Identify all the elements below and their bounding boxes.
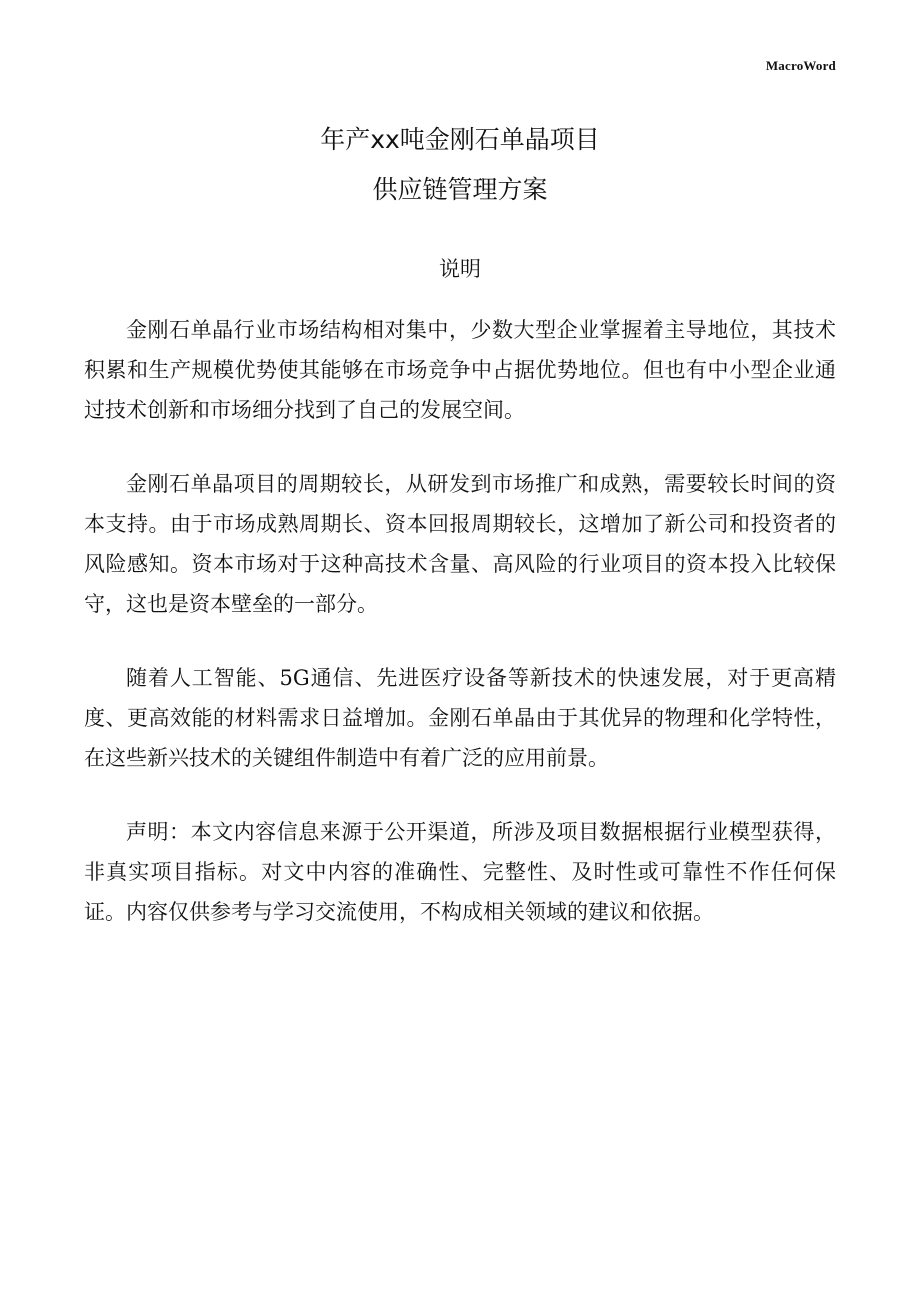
title-line-2: 供应链管理方案 xyxy=(372,175,548,204)
paragraph-disclaimer: 声明：本文内容信息来源于公开渠道，所涉及项目数据根据行业模型获得，非真实项目指标。对文中内容的准确性、完整性、及时性或可靠性不作任何保证。内容仅供参考与学习交流使用，不构成相关领域的建议和依据。 xyxy=(84,820,836,924)
paragraph-technology-demand: 随着人工智能、5G通信、先进医疗设备等新技术的快速发展，对于更高精度、更高效能的材料需求日益增加。金刚石单晶由于其优异的物理和化学特性，在这些新兴技术的关键组件制造中有着广泛的应用前景。 xyxy=(84,666,836,770)
document-title xyxy=(0,118,920,218)
body-text xyxy=(84,310,836,966)
paragraph-capital-cycle: 金刚石单晶项目的周期较长，从研发到市场推广和成熟，需要较长时间的资本支持。由于市场成熟周期长、资本回报周期较长，这增加了新公司和投资者的风险感知。资本市场对于这种高技术含量、高风险的行业项目的资本投入比较保守，这也是资本壁垒的一部分。 xyxy=(84,472,836,616)
header-brand: MacroWord xyxy=(765,58,836,73)
paragraph-market-structure: 金刚石单晶行业市场结构相对集中，少数大型企业掌握着主导地位，其技术积累和生产规模优势使其能够在市场竞争中占据优势地位。但也有中小型企业通过技术创新和市场细分找到了自己的发展空间。 xyxy=(84,318,836,422)
title-line-1: 年产xx吨金刚石单晶项目 xyxy=(320,125,600,154)
section-heading: 说明 xyxy=(439,257,481,281)
